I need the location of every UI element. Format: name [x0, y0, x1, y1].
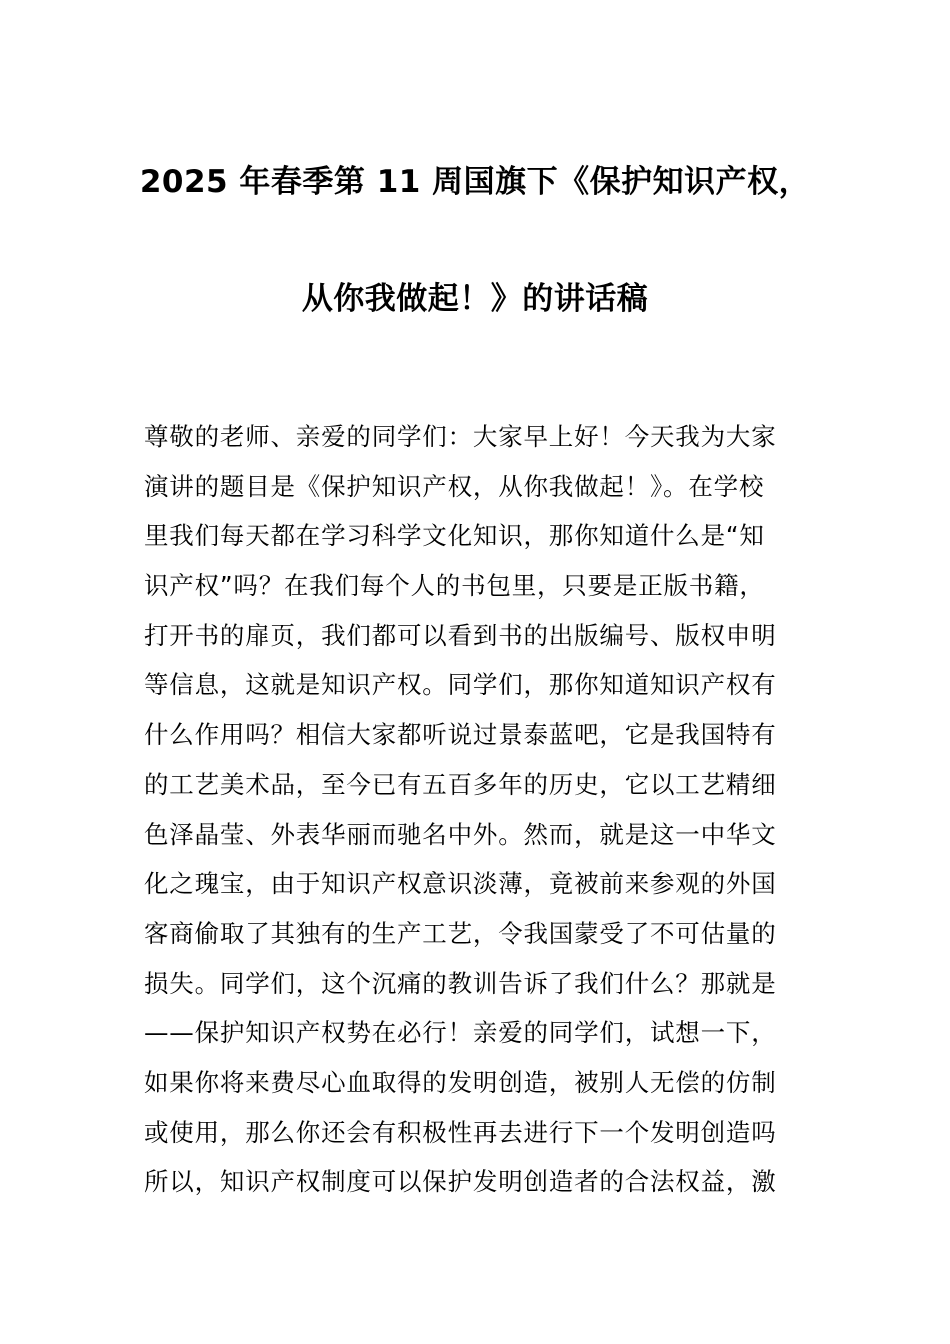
body-line: 的工艺美术品，至今已有五百多年的历史，它以工艺精细: [144, 769, 777, 799]
body-line: 如果你将来费尽心血取得的发明创造，被别人无偿的仿制: [144, 1067, 777, 1097]
body-line: 所以，知识产权制度可以保护发明创造者的合法权益，激: [144, 1167, 777, 1197]
body-line: 或使用，那么你还会有积极性再去进行下一个发明创造吗: [144, 1117, 777, 1147]
body-line: 尊敬的老师、亲爱的同学们：大家早上好！今天我为大家: [144, 422, 777, 451]
body-line: 客商偷取了其独有的生产工艺，令我国蒙受了不可估量的: [144, 918, 777, 948]
body-line: 演讲的题目是《保护知识产权，从你我做起！》。在学校: [144, 471, 765, 501]
document-body: [144, 420, 824, 1215]
body-line: 化之瑰宝，由于知识产权意识淡薄，竟被前来参观的外国: [144, 869, 777, 899]
body-line: 里我们每天都在学习科学文化知识，那你知道什么是“知: [144, 521, 765, 551]
body-line: 什么作用吗？相信大家都听说过景泰蓝吧，它是我国特有: [144, 720, 777, 750]
body-line: ——保护知识产权势在必行！亲爱的同学们，试想一下，: [144, 1018, 777, 1048]
body-line: 损失。同学们，这个沉痛的教训告诉了我们什么？那就是: [144, 968, 777, 998]
body-line: 色泽晶莹、外表华丽而驰名中外。然而，就是这一中华文: [144, 819, 777, 849]
body-line: 打开书的扉页，我们都可以看到书的出版编号、版权申明: [144, 620, 777, 650]
document-title-line-1: 2025 年春季第 11 周国旗下《保护知识产权，: [139, 164, 811, 200]
body-line: 识产权”吗？在我们每个人的书包里，只要是正版书籍，: [144, 571, 765, 601]
document-title-line-2: 从你我做起！》的讲话稿: [301, 281, 649, 317]
body-line: 等信息，这就是知识产权。同学们，那你知道知识产权有: [144, 670, 777, 700]
